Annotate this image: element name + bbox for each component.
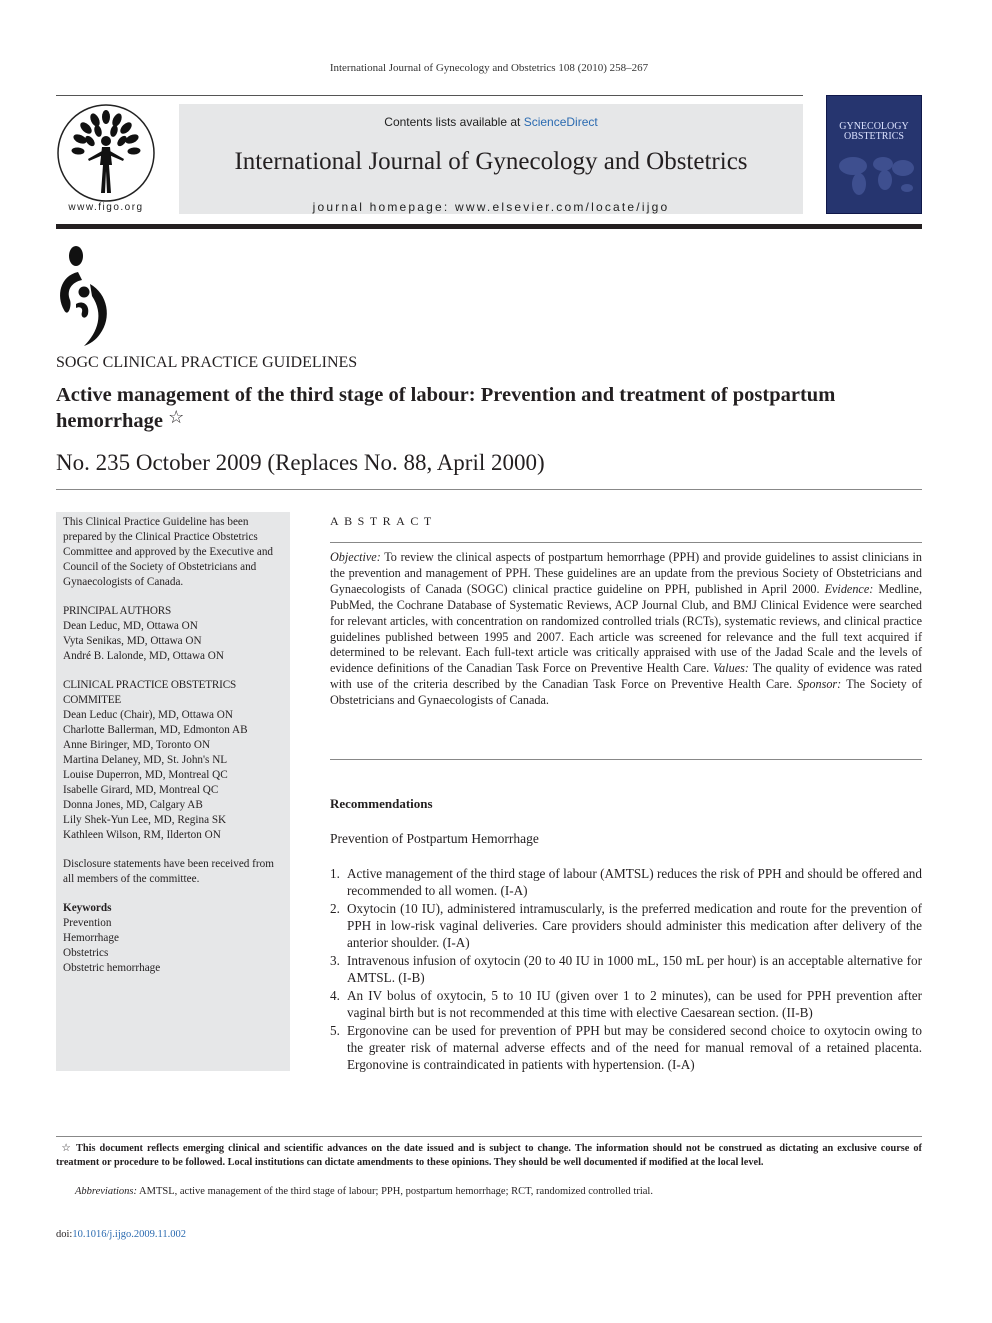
journal-name: International Journal of Gynecology and Obstetrics (234, 148, 748, 175)
abstract-heading: ABSTRACT (330, 514, 437, 528)
recommendation-text: Oxytocin (10 IU), administered intramuscularly, is the preferred medication and route for the prevention of PPH in low-risk vaginal deliveries. Care providers should administer this medication after delivery of the anterior shoulder. (I-A) (347, 901, 922, 950)
recommendation-number: 5. (330, 1023, 340, 1038)
author-item: Dean Leduc, MD, Ottawa ON (63, 620, 198, 632)
evidence-label: Evidence: (824, 581, 874, 596)
principal-authors-heading: PRINCIPAL AUTHORS (63, 605, 171, 617)
abbreviations-label: Abbreviations: (75, 1186, 138, 1197)
disclaimer-text: This document reflects emerging clinical and scientific advances on the date issued and is subject to change. The information should not be construed as dictating an exclusive course of treatment or procedure to be followed. Local institutions can dictate amendments to these opinions. They should be well documented if modified at the local level. (56, 1143, 922, 1168)
keywords-heading: Keywords (63, 902, 112, 914)
article-title (56, 384, 922, 432)
cover-title-line1: GYNECOLOGY (839, 121, 909, 132)
title-footnote-star-icon[interactable]: ☆ (168, 407, 185, 427)
doi-prefix: doi: (56, 1229, 73, 1240)
recommendation-number: 1. (330, 866, 340, 881)
author-item: Vyta Senikas, MD, Ottawa ON (63, 635, 202, 647)
committee-member: Kathleen Wilson, RM, Ilderton ON (63, 829, 221, 841)
committee-member: Lily Shek-Yun Lee, MD, Regina SK (63, 814, 227, 826)
recommendations-heading: Recommendations (330, 796, 433, 811)
objective-text: To review the clinical aspects of postpartum hemorrhage (PPH) and provide guidelines to assist clinicians in the prevention and management of PPH. These guidelines are an update from the previous Society of Obstetricians and Gynaecologists of Canada (SOGC) clinical practice guideline on PPH, published in April 2000. (330, 550, 922, 596)
recommendation-text: Active management of the third stage of labour (AMTSL) reduces the risk of PPH and should be offered and recommended to all women. (I-A) (347, 866, 922, 898)
keyword-item: Hemorrhage (63, 932, 119, 944)
guideline-number: No. 235 October 2009 (Replaces No. 88, April 2000) (56, 450, 545, 475)
disclosure-statement: Disclosure statements have been received from all members of the committee. (63, 858, 274, 885)
masthead-bottom-rule (56, 224, 922, 229)
title-rule (56, 489, 922, 490)
journal-homepage[interactable]: journal homepage: www.elsevier.com/locate/ijgo (312, 200, 670, 214)
recommendation-item (330, 952, 922, 986)
article-title-text: Active management of the third stage of labour: Prevention and treatment of postpartum hemorrhage (56, 384, 836, 432)
committee-member: Donna Jones, MD, Calgary AB (63, 799, 203, 811)
recommendation-text: Ergonovine can be used for prevention of PPH but may be considered second choice to oxytocin owing to the greater risk of maternal adverse effects and of the need for manual removal of a retained placenta. Ergonovine is contraindicated in patients with hypertension. (I-A) (347, 1023, 922, 1072)
doi-link[interactable]: 10.1016/j.ijgo.2009.11.002 (72, 1229, 186, 1240)
recommendations-list (330, 865, 922, 1074)
sogc-mother-child-logo-icon (56, 244, 112, 346)
journal-masthead (56, 95, 922, 220)
sidebar-intro: This Clinical Practice Guideline has been prepared by the Clinical Practice Obstetrics Committee and approved by the Executive and Council of the Society of Obstetricians and Gynaecologists of Canada. (63, 516, 274, 588)
series-title: SOGC CLINICAL PRACTICE GUIDELINES (56, 354, 358, 371)
recommendation-number: 3. (330, 953, 340, 968)
abstract-body (330, 550, 922, 709)
sciencedirect-link[interactable]: ScienceDirect (523, 115, 598, 129)
committee-member: Martina Delaney, MD, St. John's NL (63, 754, 228, 766)
footnote-star-icon: ☆ (61, 1143, 71, 1154)
figo-url: www.figo.org (68, 202, 144, 213)
sponsor-text: The Society of Obstetricians and Gynaecologists of Canada. (330, 677, 922, 708)
committee-heading: CLINICAL PRACTICE OBSTETRICS COMMITEE (63, 679, 236, 706)
footnote-rule (56, 1136, 922, 1137)
recommendation-item (330, 865, 922, 899)
masthead-banner (179, 104, 803, 214)
abbreviations-text: AMTSL, active management of the third stage of labour; PPH, postpartum hemorrhage; RCT, randomized controlled trial. (137, 1186, 653, 1197)
objective-label: Objective: (330, 550, 381, 564)
keyword-item: Prevention (63, 917, 112, 929)
committee-member: Charlotte Ballerman, MD, Edmonton AB (63, 724, 248, 736)
values-text: The quality of evidence was rated with use of the criteria described by the Canadian Task Force on Preventive Health Care. (330, 661, 922, 692)
recommendation-item (330, 1022, 922, 1073)
recommendation-text: An IV bolus of oxytocin, 5 to 10 IU (given over 1 to 2 minutes), can be used for PPH prevention after vaginal birth but is not recommended at this time with elective Caesarean section. (II-B) (347, 988, 922, 1020)
recommendations-subheading: Prevention of Postpartum Hemorrhage (330, 831, 539, 846)
committee-member: Isabelle Girard, MD, Montreal QC (63, 784, 219, 796)
contents-line (179, 115, 803, 129)
recommendation-text: Intravenous infusion of oxytocin (20 to 40 IU in 1000 mL, 150 mL per hour) is an acceptable alternative for AMTSL. (I-B) (347, 953, 922, 985)
author-item: André B. Lalonde, MD, Ottawa ON (63, 650, 224, 662)
abbreviations-footnote (75, 1186, 922, 1197)
cover-title (827, 122, 921, 142)
cover-title-line2: OBSTETRICS (843, 131, 904, 142)
abstract-top-rule (330, 542, 922, 543)
values-label: Values: (713, 661, 749, 676)
committee-member: Dean Leduc (Chair), MD, Ottawa ON (63, 709, 233, 721)
cover-world-map-icon (833, 148, 917, 198)
committee-member: Anne Biringer, MD, Toronto ON (63, 739, 211, 751)
keyword-item: Obstetrics (63, 947, 109, 959)
disclaimer-footnote (56, 1142, 922, 1170)
article-info-sidebar (56, 512, 290, 1071)
abstract-bottom-rule (330, 759, 922, 760)
figo-tree-logo-icon (56, 103, 156, 213)
contents-prefix: Contents lists available at (384, 115, 524, 129)
recommendation-item (330, 900, 922, 951)
committee-member: Louise Duperron, MD, Montreal QC (63, 769, 228, 781)
journal-cover-thumbnail (826, 95, 922, 214)
masthead-top-rule (56, 95, 803, 96)
evidence-text: Medline, PubMed, the Cochrane Database of Systematic Reviews, ACP Journal Club, and BMJ Clinical Evidence were searched for relevant articles, with concentration on randomized controlled trials (RCTs), systematic reviews, and clinical practice guidelines published between 1995 and 2007. Each article was screened for relevance and the full text acquired if determined to be relevant. Each full-text article was critically appraised with use of the Jadad Scale and the levels of evidence definitions of the Canadian Task Force on Preventive Health Care. (330, 581, 922, 676)
recommendation-number: 2. (330, 901, 340, 916)
keyword-item: Obstetric hemorrhage (63, 962, 161, 974)
recommendation-item (330, 987, 922, 1021)
recommendation-number: 4. (330, 988, 340, 1003)
journal-citation: International Journal of Gynecology and Obstetrics 108 (2010) 258–267 (329, 62, 649, 74)
doi-line (56, 1229, 186, 1240)
sponsor-label: Sponsor: (797, 677, 842, 692)
